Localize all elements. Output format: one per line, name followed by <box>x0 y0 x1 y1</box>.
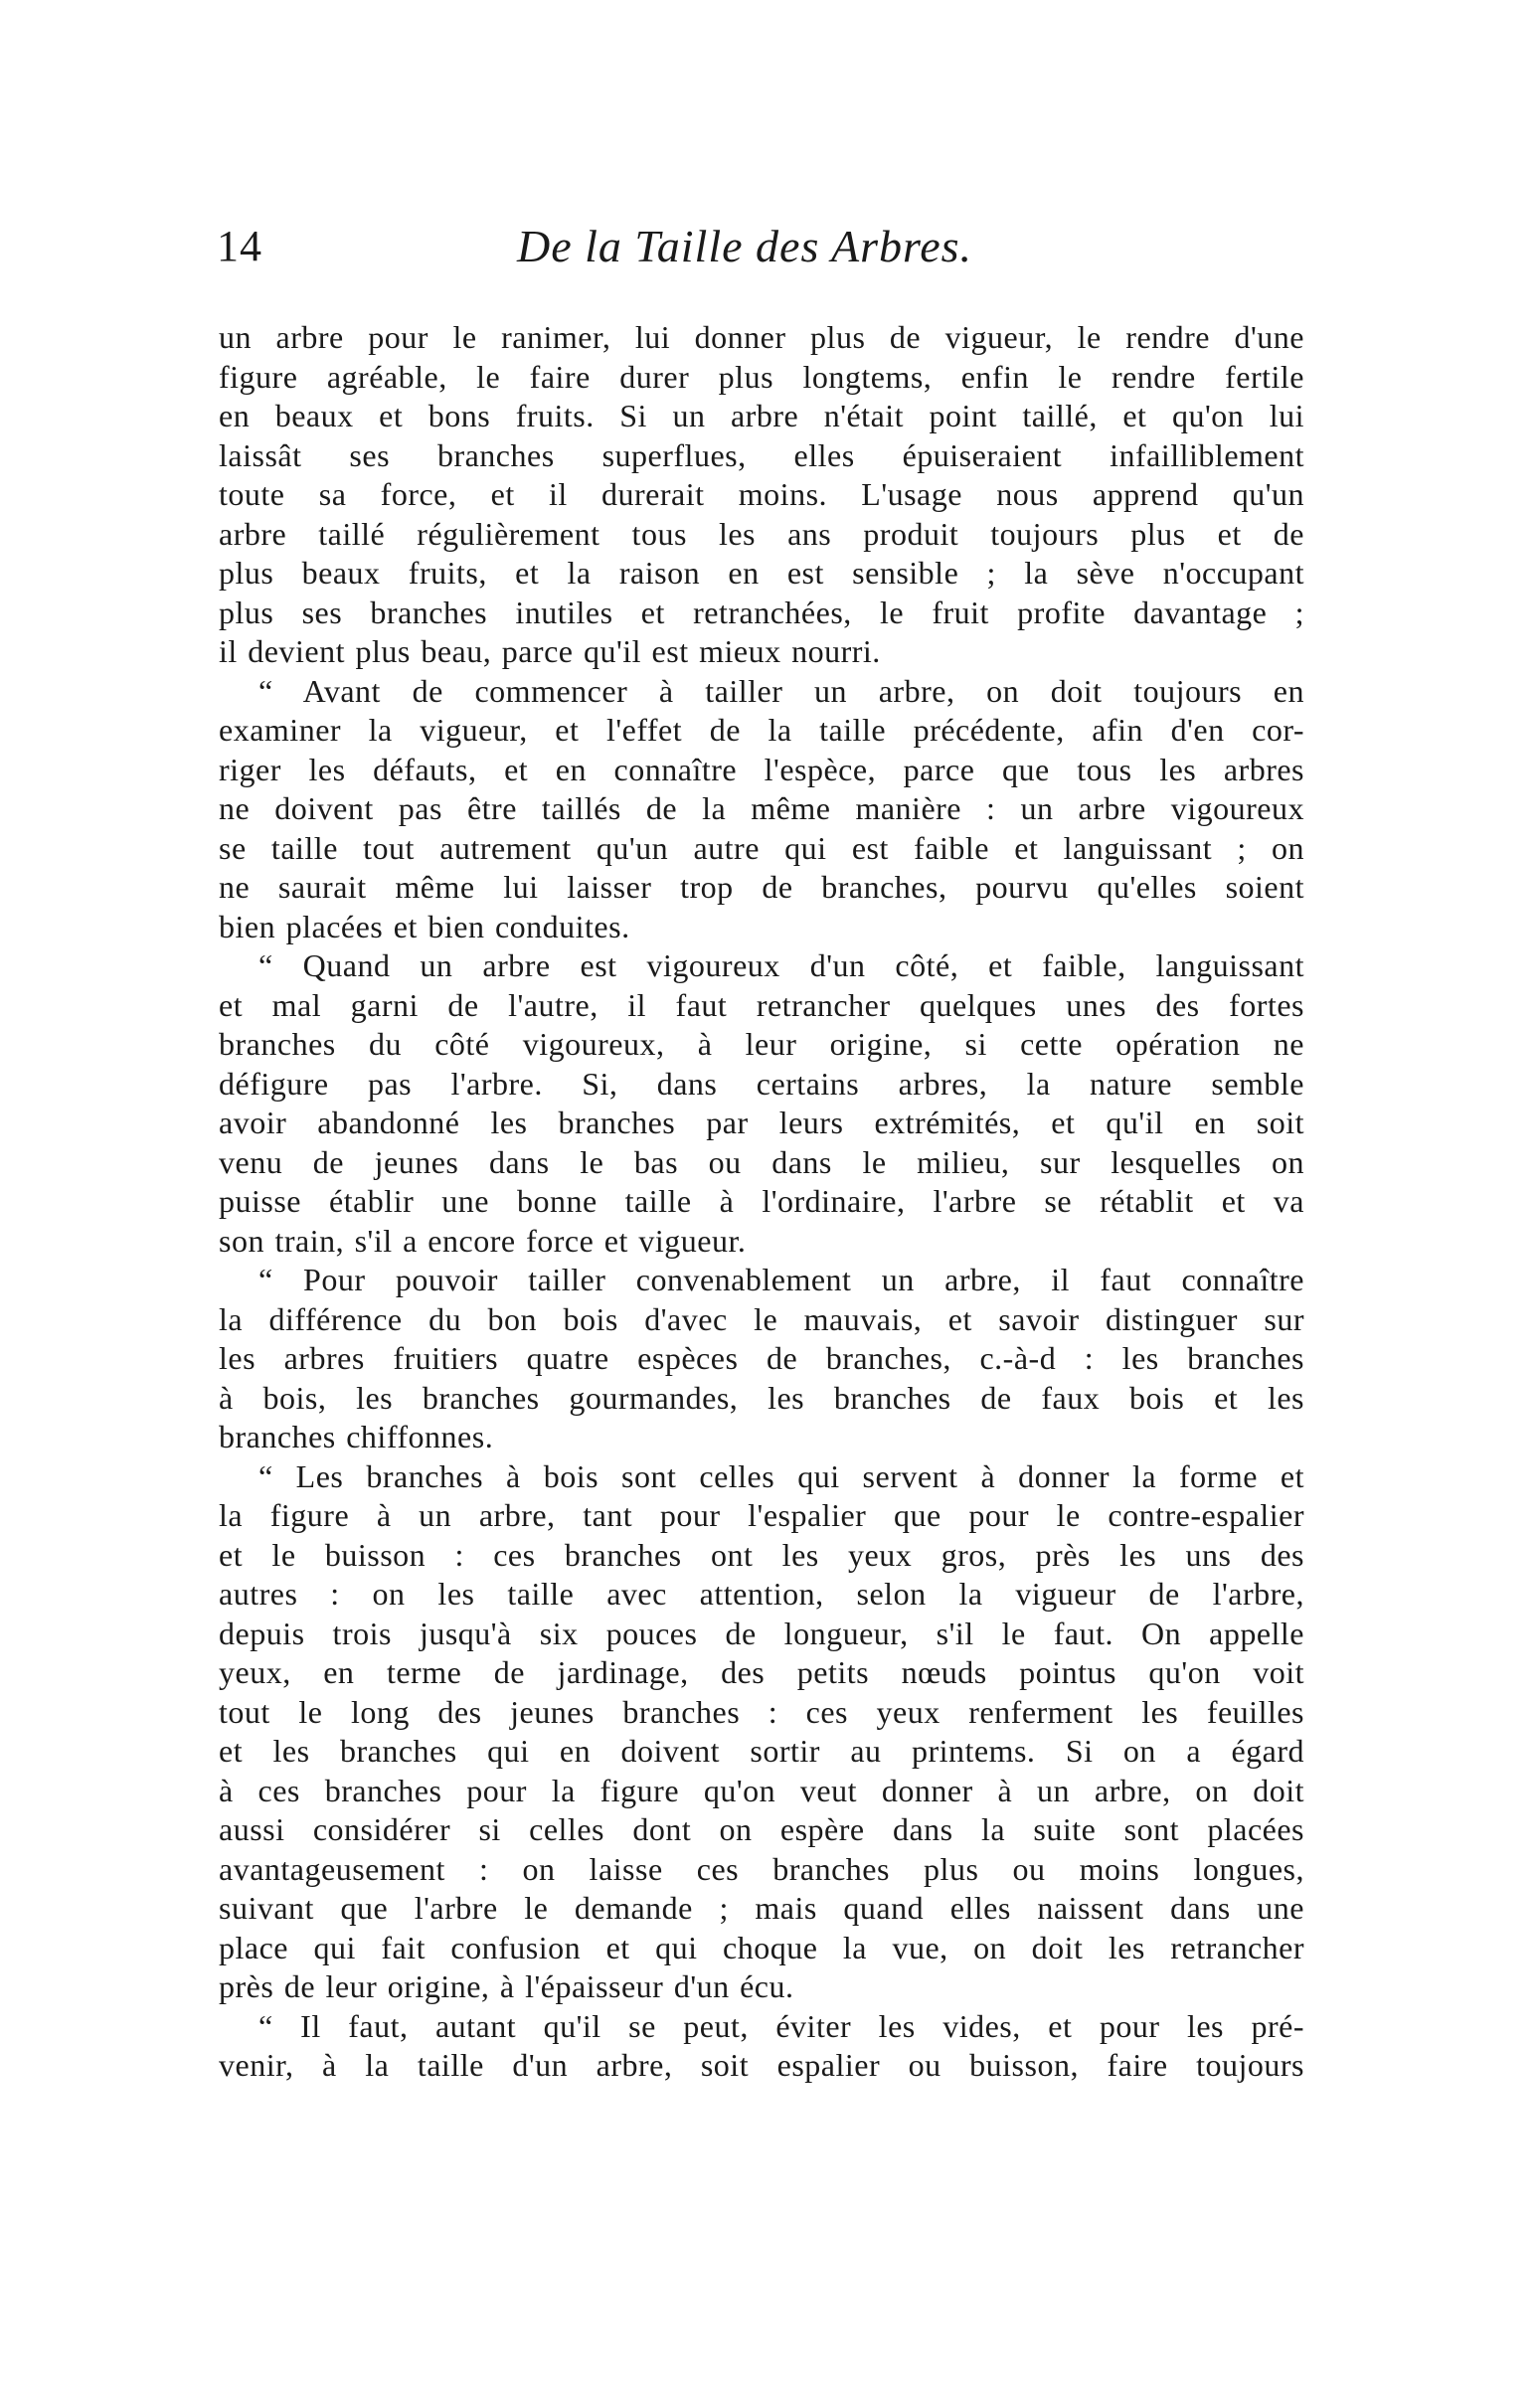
text-line: en beaux et bons fruits. Si un arbre n'était point taillé, et qu'on lui <box>219 398 1304 433</box>
text-line: avantageusement : on laisse ces branches plus ou moins longues, <box>219 1850 1304 1887</box>
text-line: à bois, les branches gourmandes, les branches de faux bois et les <box>219 1379 1304 1416</box>
text-line: les arbres fruitiers quatre espèces de branches, c.-à-d : les branches <box>219 1340 1304 1376</box>
paragraph-start-line: “ Les branches à bois sont celles qui servent à donner la forme et <box>258 1457 1304 1494</box>
text-line: près de leur origine, à l'épaisseur d'un écu. <box>219 1968 794 2004</box>
text-line: et mal garni de l'autre, il faut retrancher quelques unes des fortes <box>219 986 1304 1023</box>
text-line: plus beaux fruits, et la raison en est sensible ; la sève n'occupant <box>219 555 1304 591</box>
text-line: venu de jeunes dans le bas ou dans le milieu, sur lesquelles on <box>219 1143 1304 1180</box>
text-line: défigure pas l'arbre. Si, dans certains arbres, la nature semble <box>219 1065 1304 1102</box>
paragraph-start-line: “ Il faut, autant qu'il se peut, éviter les vides, et pour les pré- <box>258 2007 1304 2044</box>
text-line: à ces branches pour la figure qu'on veut donner à un arbre, on doit <box>219 1772 1304 1808</box>
text-line: plus ses branches inutiles et retranchées, le fruit profite davantage ; <box>219 594 1304 630</box>
text-line: place qui fait confusion et qui choque la vue, on doit les retrancher <box>219 1929 1304 1965</box>
text-line: aussi considérer si celles dont on espère dans la suite sont placées <box>219 1811 1304 1847</box>
running-head <box>217 217 1310 276</box>
paragraph-start-line: “ Quand un arbre est vigoureux d'un côté, et faible, languissant <box>258 947 1304 983</box>
text-line: la différence du bon bois d'avec le mauvais, et savoir distinguer sur <box>219 1300 1304 1337</box>
running-title: De la Taille des Arbres. <box>517 221 973 271</box>
body-text <box>219 318 1304 2086</box>
text-line: et les branches qui en doivent sortir au printems. Si on a égard <box>219 1733 1304 1769</box>
text-line: arbre taillé régulièrement tous les ans produit toujours plus et de <box>219 515 1304 552</box>
text-line: examiner la vigueur, et l'effet de la taille précédente, afin d'en cor- <box>219 712 1304 748</box>
text-line: toute sa force, et il durerait moins. L'usage nous apprend qu'un <box>219 476 1304 512</box>
text-line: il devient plus beau, parce qu'il est mieux nourri. <box>219 633 881 669</box>
text-line: la figure à un arbre, tant pour l'espalier que pour le contre-espalier <box>219 1497 1304 1533</box>
page-number: 14 <box>217 222 262 270</box>
text-line: un arbre pour le ranimer, lui donner plus de vigueur, le rendre d'une <box>219 319 1304 355</box>
text-line: suivant que l'arbre le demande ; mais quand elles naissent dans une <box>219 1890 1304 1926</box>
text-line: tout le long des jeunes branches : ces yeux renferment les feuilles <box>219 1693 1304 1730</box>
text-line: bien placées et bien conduites. <box>219 908 630 944</box>
paragraph-start-line: “ Pour pouvoir tailler convenablement un arbre, il faut connaître <box>258 1262 1304 1297</box>
text-line: se taille tout autrement qu'un autre qui est faible et languissant ; on <box>219 829 1304 866</box>
paragraph-start-line: “ Avant de commencer à tailler un arbre, on doit toujours en <box>258 672 1304 709</box>
text-line: depuis trois jusqu'à six pouces de longueur, s'il le faut. On appelle <box>219 1615 1304 1651</box>
text-line: ne saurait même lui laisser trop de branches, pourvu qu'elles soient <box>219 869 1304 905</box>
text-line: puisse établir une bonne taille à l'ordinaire, l'arbre se rétablit et va <box>219 1183 1304 1219</box>
text-line: branches du côté vigoureux, à leur origine, si cette opération ne <box>219 1026 1304 1062</box>
text-line: laissât ses branches superflues, elles épuiseraient infailliblement <box>219 436 1304 473</box>
text-line: son train, s'il a encore force et vigueur. <box>219 1222 747 1259</box>
text-line: avoir abandonné les branches par leurs extrémités, et qu'il en soit <box>219 1105 1304 1140</box>
text-line: ne doivent pas être taillés de la même manière : un arbre vigoureux <box>219 790 1304 826</box>
text-line: figure agréable, le faire durer plus longtems, enfin le rendre fertile <box>219 358 1304 395</box>
text-line: riger les défauts, et en connaître l'espèce, parce que tous les arbres <box>219 751 1304 787</box>
text-line: yeux, en terme de jardinage, des petits nœuds pointus qu'on voit <box>219 1654 1304 1690</box>
text-line: autres : on les taille avec attention, selon la vigueur de l'arbre, <box>219 1576 1304 1612</box>
text-line: venir, à la taille d'un arbre, soit espalier ou buisson, faire toujours <box>219 2047 1304 2083</box>
text-line: branches chiffonnes. <box>219 1419 494 1454</box>
text-line: et le buisson : ces branches ont les yeux gros, près les uns des <box>219 1536 1304 1573</box>
